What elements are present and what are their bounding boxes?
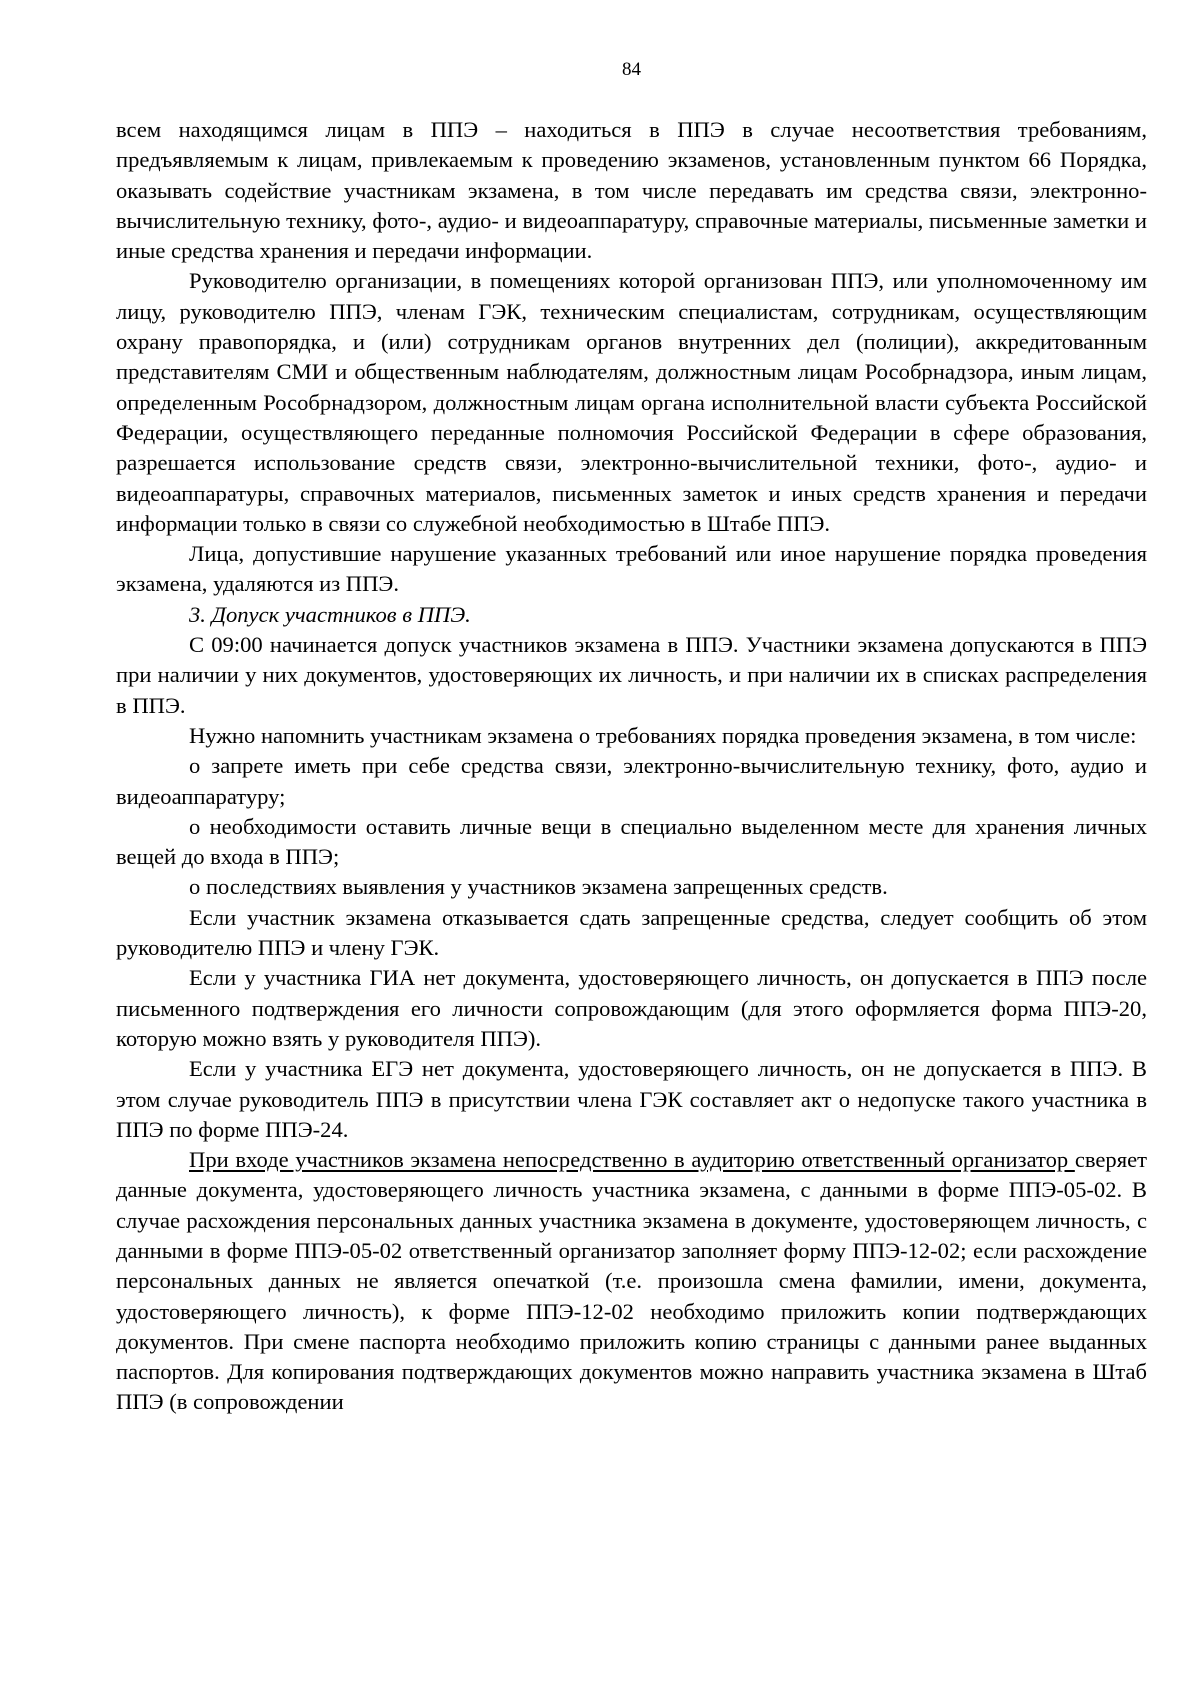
paragraph-consequences: о последствиях выявления у участников экзамена запрещенных средств.: [189, 874, 888, 900]
paragraph-continuation: всем находящимся лицам в ППЭ – находиться в ППЭ в случае несоответствия требованиям, предъявляемым к лицам, привлекаемым к проведению экзаменов, установленным пунктом 66 Порядка, оказывать содействие участникам экзамена, в том числе передавать им средства связи, электронно-вычислительную технику, фото-, аудио- и видеоаппаратуру, справочные материалы, письменные заметки и иные средства хранения и передачи информации.: [116, 117, 1147, 264]
section-heading: 3. Допуск участников в ППЭ.: [189, 601, 471, 627]
paragraph-removal: Лица, допустившие нарушение указанных требований или иное нарушение порядка проведения экзамена, удаляются из ППЭ.: [116, 541, 1147, 597]
paragraph-prohibition: о запрете иметь при себе средства связи, электронно-вычислительную технику, фото, аудио и видеоаппаратуру;: [116, 753, 1147, 809]
paragraph-entry-check: [116, 1145, 1147, 1418]
paragraph-device-permission: Руководителю организации, в помещениях которой организован ППЭ, или уполномоченному им лицу, руководителю ППЭ, членам ГЭК, техническим специалистам, сотрудникам, осуществляющим охрану правопорядка, и (или) сотрудникам органов внутренних дел (полиции), аккредитованным представителям СМИ и общественным наблюдателям, должностным лицам Рособрнадзора, иным лицам, определенным Рособрнадзором, должностным лицам органа исполнительной власти субъекта Российской Федерации, осуществляющего переданные полномочия Российской Федерации в сфере образования, разрешается использование средств связи, электронно-вычислительной техники, фото-, аудио- и видеоаппаратуры, справочных материалов, письменных заметок и иных средств хранения и передачи информации только в связи со служебной необходимостью в Штабе ППЭ.: [116, 268, 1147, 536]
paragraph-refusal: Если участник экзамена отказывается сдать запрещенные средства, следует сообщить об этом руководителю ППЭ и члену ГЭК.: [116, 904, 1147, 961]
paragraph-remind-requirements: Нужно напомнить участникам экзамена о требованиях порядка проведения экзамена, в том числе:: [189, 722, 1137, 748]
paragraph-ege-no-document: Если у участника ЕГЭ нет документа, удостоверяющего личность, он не допускается в ППЭ. В этом случае руководитель ППЭ в присутствии члена ГЭК составляет акт о недопуске такого участника в ППЭ по форме ППЭ-24.: [116, 1056, 1147, 1142]
paragraph-personal-items: о необходимости оставить личные вещи в специально выделенном месте для хранения личных вещей до входа в ППЭ;: [116, 813, 1147, 870]
paragraph-gia-no-document: Если у участника ГИА нет документа, удостоверяющего личность, он допускается в ППЭ после письменного подтверждения его личности сопровождающим (для этого оформляется форма ППЭ-20, которую можно взять у руководителя ППЭ).: [116, 965, 1147, 1051]
document-body: [116, 115, 1147, 1418]
paragraph-entry-check-rest: сверяет данные документа, удостоверяющего личность участника экзамена, с данными в форме ППЭ-05-02. В случае расхождения персональных данных участника экзамена в документе, удостоверяющем личность, с данными в форме ППЭ-05-02 ответственный организатор заполняет форму ППЭ-12-02; если расхождение персональных данных не является опечаткой (т.е. произошла смена фамилии, имени, документа, удостоверяющего личность), к форме ППЭ-12-02 необходимо приложить копии подтверждающих документов. При смене паспорта необходимо приложить копию страницы с данными ранее выданных паспортов. Для копирования подтверждающих документов можно направить участника экзамена в Штаб ППЭ (в сопровождении: [116, 1147, 1147, 1415]
page-number: 84: [622, 59, 641, 80]
paragraph-admission-start: С 09:00 начинается допуск участников экзамена в ППЭ. Участники экзамена допускаются в ППЭ при наличии у них документов, удостоверяющих их личность, и при наличии их в списках распределения в ППЭ.: [116, 632, 1147, 718]
underlined-phrase: При входе участников экзамена непосредственно в аудиторию ответственный организатор: [189, 1147, 1075, 1173]
